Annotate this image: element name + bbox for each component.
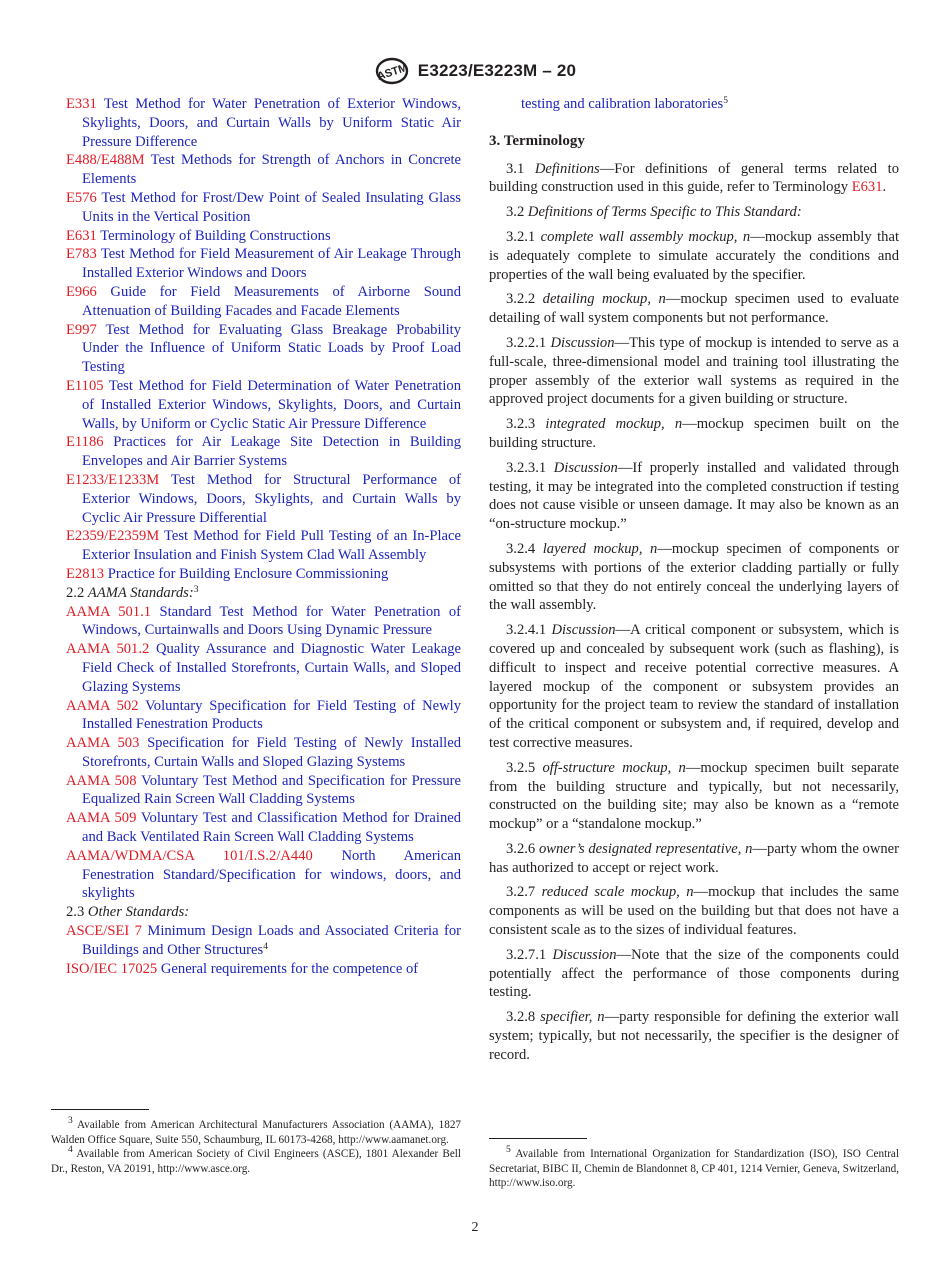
reference-code-link[interactable]: AAMA 508 bbox=[66, 772, 137, 789]
footnote-rule-right bbox=[489, 1138, 587, 1139]
footnote: $^4$ Available from American Society of Civil Engineers (ASCE), 1801 Alexander Bell Dr., Reston, VA 20191, http://www.asce.org. bbox=[51, 1145, 462, 1175]
reference-code-link[interactable]: E783 bbox=[66, 246, 97, 263]
definitions-list bbox=[489, 228, 899, 1065]
reference-item bbox=[66, 809, 461, 847]
svg-text:ASTM: ASTM bbox=[375, 61, 409, 83]
defined-term: reduced scale mockup, n bbox=[541, 884, 694, 901]
astm-logo-icon bbox=[374, 56, 410, 86]
reference-item bbox=[66, 772, 461, 810]
reference-title-link[interactable]: Guide for Field Measurements of Airborne Sound Attenuation of Building Facades and Facade Elements bbox=[82, 283, 462, 319]
footnote-rule-left bbox=[51, 1109, 149, 1110]
definition-paragraph: 3.2.1 complete wall assembly mockup, n—mockup assembly that is adequately complete to simulate accurately the conditions and properties of the wall being evaluated by the specifier. bbox=[489, 228, 899, 283]
footnotes-right bbox=[489, 1147, 899, 1191]
defined-term: owner’s designated representative, n bbox=[538, 840, 753, 857]
reference-code-link[interactable]: AAMA 509 bbox=[66, 810, 137, 827]
reference-title-link[interactable]: Test Method for Water Penetration of Exterior Windows, Skylights, Doors, and Curtain Walls by Uniform Static Air Pressure Difference bbox=[82, 96, 461, 150]
definition-paragraph: 3.2.2.1 Discussion—This type of mockup is intended to serve as a full-scale, three-dimensional model and training tool illustrating the proper assembly of the exterior wall systems as required in the approved project documents for a given building or structure. bbox=[489, 334, 899, 408]
reference-title-link[interactable]: Voluntary Test and Classification Method for Drained and Back Ventilated Rain Screen Wall Cladding Systems bbox=[82, 810, 462, 846]
defined-term: complete wall assembly mockup, n bbox=[540, 228, 751, 245]
defined-term: Discussion bbox=[551, 622, 616, 639]
reference-item bbox=[66, 471, 461, 527]
reference-code-link[interactable]: ASCE/SEI 7 bbox=[66, 923, 142, 940]
reference-item bbox=[66, 565, 461, 584]
reference-code-link[interactable]: E2359/E2359M bbox=[66, 528, 160, 545]
reference-title-link[interactable]: Test Method for Structural Performance of Exterior Windows, Doors, Skylights, and Curtain Walls by Cyclic Air Pressure Differential bbox=[82, 471, 461, 526]
reference-title-link[interactable]: Test Method for Field Pull Testing of an In-Place Exterior Insulation and Finish System Clad Wall Assembly bbox=[82, 528, 461, 564]
reference-title-link[interactable]: Practices for Air Leakage Site Detection in Building Envelopes and Air Barrier Systems bbox=[82, 434, 461, 470]
defined-term: layered mockup, n bbox=[542, 540, 658, 557]
reference-title-link[interactable]: Test Method for Evaluating Glass Breakage Probability Under the Influence of Uniform Static Loads by Proof Load Testing bbox=[82, 321, 461, 376]
reference-code-link[interactable]: AAMA 502 bbox=[66, 697, 139, 714]
reference-title-link[interactable]: Test Method for Frost/Dew Point of Sealed Insulating Glass Units in the Vertical Position bbox=[82, 189, 461, 225]
reference-code-link[interactable]: ISO/IEC 17025 bbox=[66, 960, 158, 977]
reference-code-link[interactable]: AAMA 501.2 bbox=[66, 641, 150, 658]
other-standards-heading: 2.3 Other Standards: bbox=[66, 904, 190, 921]
page-header bbox=[0, 56, 950, 86]
aama-standards-heading: 2.2 AAMA Standards:$^3$ bbox=[66, 584, 199, 601]
reference-item bbox=[66, 283, 461, 321]
reference-title-link[interactable]: Standard Test Method for Water Penetration of Windows, Curtainwalls and Doors Using Dynamic Pressure bbox=[82, 603, 462, 639]
defined-term: off-structure mockup, n bbox=[542, 759, 686, 776]
reference-title-link[interactable]: General requirements for the competence of bbox=[160, 960, 419, 977]
defined-term: integrated mockup, n bbox=[545, 416, 683, 433]
definition-paragraph: 3.2.4.1 Discussion—A critical component or subsystem, which is covered up and concealed by subsequent work (such as flashing), is difficult to inspect and receive potential corrective measures. A layered mockup of the component or subsystem provides an opportunity for the project team to review the standard of installation of the critical component or subsystem and, if required, develop and test corrective measures. bbox=[489, 622, 900, 751]
definition-paragraph: 3.2.3.1 Discussion—If properly installed and validated through testing, it may be integrated into the completed construction if testing does not cause visible or unseen damage. It may also be known as an “on-structure mockup.” bbox=[489, 459, 899, 533]
reference-code-link[interactable]: AAMA 503 bbox=[66, 735, 140, 752]
reference-item bbox=[66, 697, 461, 735]
paragraph-3-2: 3.2 Definitions of Terms Specific to This Standard: bbox=[506, 204, 802, 221]
defined-term: detailing mockup, n bbox=[542, 291, 666, 308]
section-heading-terminology: 3. Terminology bbox=[489, 132, 585, 149]
reference-title-link[interactable]: Test Methods for Strength of Anchors in Concrete Elements bbox=[82, 152, 461, 188]
reference-item bbox=[66, 640, 461, 696]
left-column bbox=[66, 95, 461, 978]
reference-item bbox=[66, 151, 461, 189]
definition-paragraph: 3.2.6 owner’s designated representative, n—party whom the owner has authorized to accept or reject work. bbox=[489, 840, 900, 876]
definition-paragraph: 3.2.7.1 Discussion—Note that the size of the components could potentially affect the performance of those components during testing. bbox=[489, 946, 899, 1001]
reference-code-link[interactable]: E631 bbox=[66, 227, 97, 244]
reference-code-link[interactable]: E576 bbox=[66, 189, 97, 206]
definition-paragraph: 3.2.4 layered mockup, n—mockup specimen of components or subsystems with portions of the exterior cladding partially or fully omitted so that they do not entirely conceal the underlying layers of the wall assembly. bbox=[489, 540, 899, 614]
reference-code-link[interactable]: E331 bbox=[66, 96, 97, 112]
definition-paragraph: 3.2.2 detailing mockup, n—mockup specimen used to evaluate detailing of wall system components but not performance. bbox=[489, 291, 900, 327]
page-number: 2 bbox=[471, 1220, 479, 1235]
reference-item bbox=[66, 960, 461, 979]
reference-code-link[interactable]: E1186 bbox=[66, 434, 104, 451]
reference-title-link[interactable]: North American Fenestration Standard/Specification for windows, doors, and skylights bbox=[82, 847, 461, 902]
definition-paragraph: 3.2.7 reduced scale mockup, n—mockup that includes the same components as will be used on the building but that does not have a consistent scale as to the sizes of individual features. bbox=[489, 884, 899, 939]
reference-item bbox=[66, 245, 461, 283]
iso-17025-link-cont[interactable]: testing and calibration laboratories bbox=[521, 96, 724, 112]
reference-title-link[interactable]: Voluntary Test Method and Specification for Pressure Equalized Rain Screen Wall Cladding Systems bbox=[82, 772, 462, 808]
reference-title-link[interactable]: Specification for Field Testing of Newly Installed Storefronts, Curtain Walls and Sloped Glazing Systems bbox=[82, 735, 461, 770]
reference-continuation: testing and calibration laboratories$^5$ bbox=[521, 96, 728, 112]
reference-code-link[interactable]: E488/E488M bbox=[66, 152, 145, 169]
reference-title-link[interactable]: Test Method for Field Measurement of Air Leakage Through Installed Exterior Windows and Doors bbox=[82, 246, 461, 282]
reference-title-link[interactable]: Voluntary Specification for Field Testing of Newly Installed Fenestration Products bbox=[82, 697, 462, 733]
reference-item bbox=[66, 922, 461, 960]
reference-title-link[interactable]: Practice for Building Enclosure Commissioning bbox=[107, 565, 389, 582]
reference-item bbox=[66, 377, 461, 433]
reference-item bbox=[66, 95, 461, 151]
reference-code-link[interactable]: AAMA 501.1 bbox=[66, 603, 152, 620]
reference-title-link[interactable]: Minimum Design Loads and Associated Criteria for Buildings and Other Structures bbox=[82, 923, 462, 958]
reference-item bbox=[66, 527, 461, 565]
reference-code-link[interactable]: E1105 bbox=[66, 377, 104, 394]
referenced-documents-astm bbox=[66, 95, 461, 584]
reference-item bbox=[66, 433, 461, 471]
footnotes-left bbox=[51, 1118, 461, 1176]
reference-code-link[interactable]: E966 bbox=[66, 283, 97, 300]
footnote: $^5$ Available from International Organization for Standardization (ISO), ISO Central Secretariat, BIBC II, Chemin de Blandonnet 8, CP 401, 1214 Vernier, Geneva, Switzerland, http://www.iso.org. bbox=[489, 1145, 899, 1189]
reference-code-link[interactable]: E997 bbox=[66, 321, 97, 338]
reference-title-link[interactable]: Terminology of Building Constructions bbox=[100, 227, 331, 244]
reference-item bbox=[66, 603, 461, 641]
reference-title-link[interactable]: Quality Assurance and Diagnostic Water Leakage Field Check of Installed Storefronts, Curtain Walls, and Sloped Glazing Systems bbox=[82, 641, 461, 695]
right-column bbox=[489, 95, 899, 1071]
definition-paragraph: 3.2.8 specifier, n—party responsible for defining the exterior wall system; typically, but not necessarily, the specifier is the designer of record. bbox=[489, 1009, 899, 1063]
defined-term: specifier, n bbox=[540, 1009, 605, 1026]
definition-paragraph: 3.2.3 integrated mockup, n—mockup specimen built on the building structure. bbox=[489, 416, 899, 451]
definition-paragraph: 3.2.5 off-structure mockup, n—mockup specimen built separate from the building structure and typically, but not necessarily, constructed on the building site; may also be known as a “remote mockup” or a “standalone mockup.” bbox=[489, 759, 899, 833]
defined-term: Discussion bbox=[550, 334, 615, 351]
reference-item bbox=[66, 734, 461, 772]
referenced-documents-other bbox=[66, 922, 461, 978]
e631-link[interactable]: E631 bbox=[851, 179, 883, 196]
defined-term: Discussion bbox=[552, 946, 617, 963]
reference-title-link[interactable]: Test Method for Field Determination of Water Penetration of Installed Exterior Windows, Skylights, Doors, and Curtain Walls, by Uniform or Cyclic Static Air Pressure Difference bbox=[82, 377, 461, 432]
reference-code-link[interactable]: AAMA/WDMA/CSA 101/I.S.2/A440 bbox=[66, 847, 313, 864]
referenced-documents-aama bbox=[66, 603, 461, 904]
paragraph-3-1: 3.1 Definitions—For definitions of general terms related to building construction used in this guide, refer to Terminology E631. bbox=[489, 160, 899, 196]
reference-item bbox=[66, 227, 461, 246]
reference-item bbox=[66, 321, 461, 377]
reference-code-link[interactable]: E2813 bbox=[66, 565, 105, 582]
document-designation: E3223/E3223M – 20 bbox=[417, 61, 577, 80]
reference-item bbox=[66, 189, 461, 227]
reference-code-link[interactable]: E1233/E1233M bbox=[66, 471, 160, 488]
footnote-marker: 4 bbox=[263, 941, 268, 952]
reference-item bbox=[66, 847, 461, 903]
defined-term: Discussion bbox=[553, 459, 618, 476]
footnote: $^3$ Available from American Architectural Manufacturers Association (AAMA), 1827 Walden Office Square, Suite 550, Schaumburg, IL 60173-4268, http://www.aamanet.org. bbox=[51, 1116, 462, 1146]
